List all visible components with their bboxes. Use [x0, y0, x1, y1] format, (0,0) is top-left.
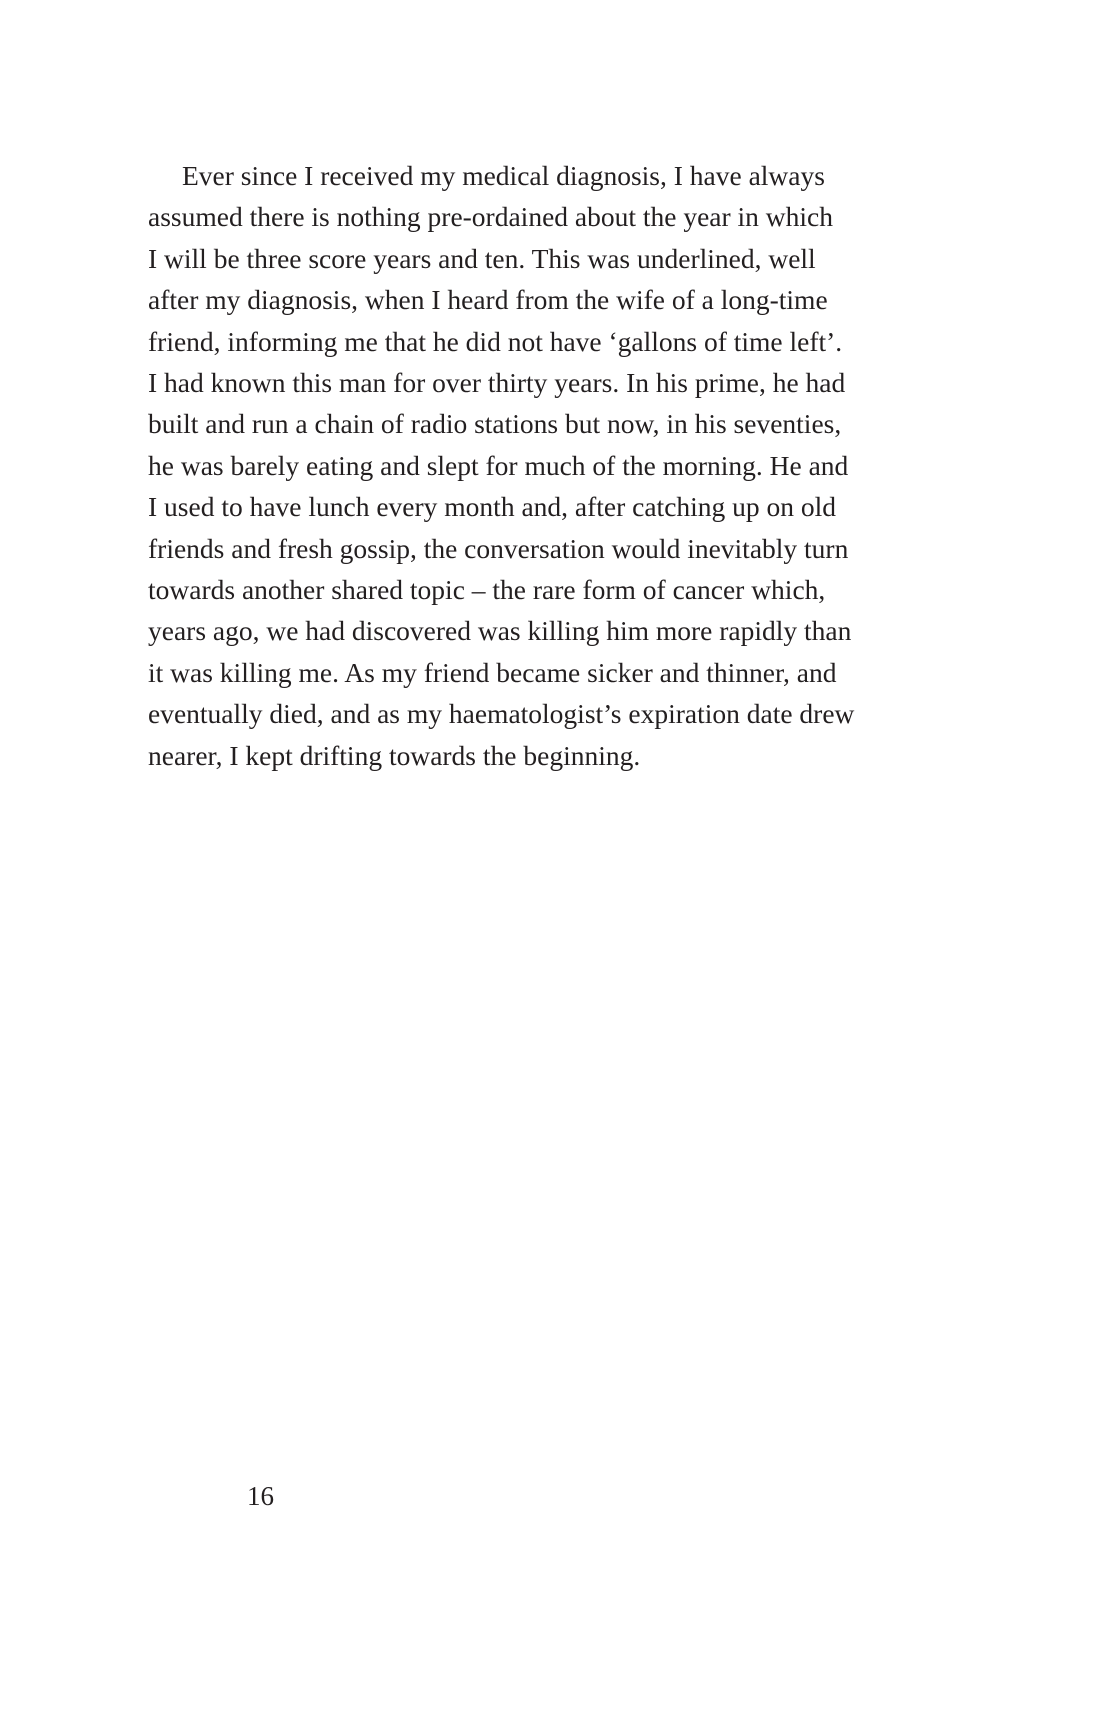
paragraph-line: I will be three score years and ten. This was underlined, well: [148, 242, 816, 274]
paragraph-line: I used to have lunch every month and, after catching up on old: [148, 491, 837, 523]
paragraph-line: it was killing me. As my friend became sicker and thinner, and: [148, 656, 837, 688]
paragraph-line: towards another shared topic – the rare form of cancer which,: [148, 574, 826, 606]
paragraph-line: assumed there is nothing pre-ordained about the year in which: [148, 201, 834, 233]
paragraph-line: years ago, we had discovered was killing him more rapidly than: [148, 615, 852, 647]
body-paragraph: [148, 155, 948, 776]
page-number: 16: [247, 1481, 274, 1511]
paragraph-line: built and run a chain of radio stations but now, in his seventies,: [148, 408, 842, 440]
paragraph-line: Ever since I received my medical diagnosis, I have always: [182, 160, 825, 191]
paragraph-line: friend, informing me that he did not have ‘gallons of time left’.: [148, 325, 843, 357]
paragraph-line: I had known this man for over thirty years. In his prime, he had: [148, 367, 846, 399]
paragraph-line: nearer, I kept drifting towards the beginning.: [148, 739, 641, 771]
paragraph-line: after my diagnosis, when I heard from the wife of a long-time: [148, 284, 828, 316]
paragraph-line: friends and fresh gossip, the conversation would inevitably turn: [148, 532, 849, 564]
paragraph-line: he was barely eating and slept for much of the morning. He and: [148, 449, 849, 481]
paragraph-line: eventually died, and as my haematologist’s expiration date drew: [148, 698, 855, 730]
